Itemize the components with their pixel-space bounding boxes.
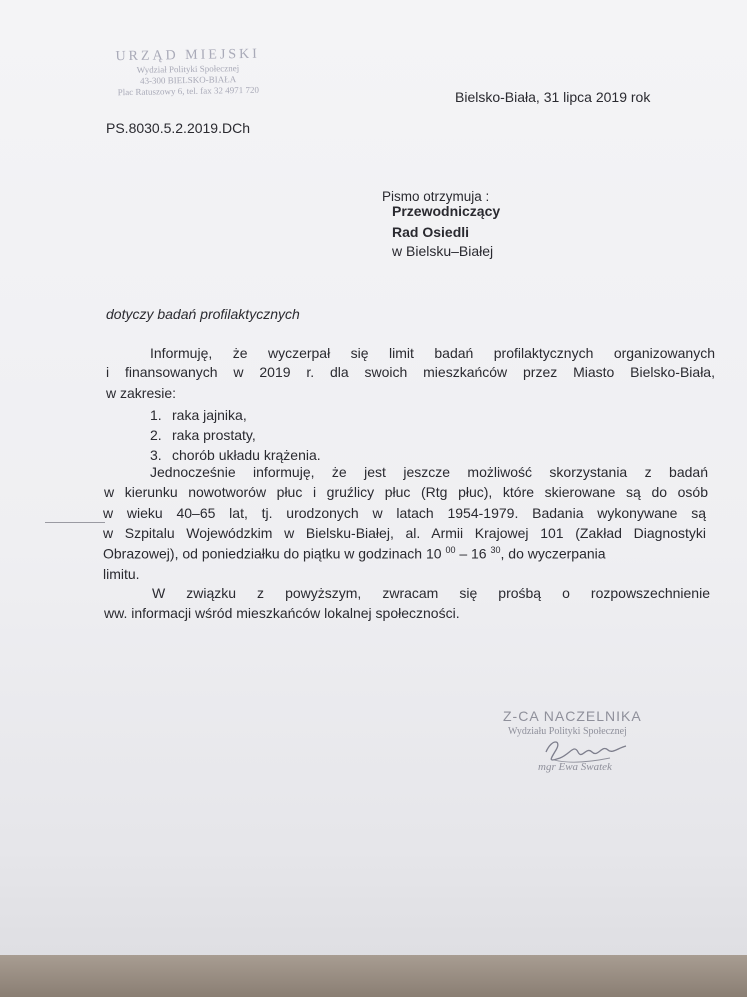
hours-text-b: – 16 bbox=[459, 545, 487, 562]
reference-number: PS.8030.5.2.2019.DCh bbox=[106, 120, 250, 136]
signature-dept: Wydziału Polityki Społecznej bbox=[508, 726, 627, 737]
list-item-number: 3. bbox=[150, 447, 162, 463]
recipient-line-3: w Bielsku–Białej bbox=[392, 243, 494, 259]
body-line: ww. informacji wśród mieszkańców lokalnej społeczności. bbox=[104, 605, 460, 621]
body-line: W związku z powyższym, zwracam się prośbą o rozpowszechnienie bbox=[152, 585, 710, 601]
body-line: Informuję, że wyczerpał się limit badań profilaktycznych organizowanych bbox=[150, 345, 715, 361]
hours-sup-2: 30 bbox=[490, 545, 501, 555]
recipient-line-1: Przewodniczący bbox=[392, 203, 501, 219]
body-line: limitu. bbox=[103, 566, 140, 582]
margin-mark bbox=[45, 522, 105, 523]
stamp-address: Plac Ratuszowy 6, tel. fax 32 4971 720 bbox=[117, 84, 260, 98]
recipient-intro: Pismo otrzymuja : bbox=[382, 189, 490, 204]
body-line-hours bbox=[103, 545, 606, 562]
background-surface bbox=[0, 955, 747, 997]
hours-text-c: , do wyczerpania bbox=[500, 545, 606, 562]
recipient-line-2: Rad Osiedli bbox=[392, 224, 470, 240]
list-item-number: 2. bbox=[150, 427, 162, 443]
signature-name: mgr Ewa Swatek bbox=[538, 761, 612, 773]
list-item: raka prostaty, bbox=[172, 427, 256, 443]
hours-text-a: Obrazowej), od poniedziałku do piątku w godzinach 10 bbox=[103, 545, 442, 562]
body-line: w kierunku nowotworów płuc i gruźlicy płuc (Rtg płuc), które skierowane są do osób bbox=[104, 484, 708, 500]
stamp-city: 43-300 BIELSKO-BIAŁA bbox=[139, 74, 237, 86]
hours-sup-1: 00 bbox=[445, 545, 456, 555]
body-line: w wieku 40–65 lat, tj. urodzonych w latach 1954-1979. Badania wykonywane są bbox=[103, 505, 706, 521]
office-stamp bbox=[98, 46, 279, 98]
list-item: raka jajnika, bbox=[172, 407, 247, 423]
signature-title: Z-CA NACZELNIKA bbox=[503, 708, 642, 724]
body-line: Jednocześnie informuję, że jest jeszcze możliwość skorzystania z badań bbox=[150, 464, 708, 480]
body-line: w zakresie: bbox=[106, 385, 177, 401]
stamp-dept: Wydział Polityki Społecznej bbox=[136, 63, 240, 75]
list-item: chorób układu krążenia. bbox=[172, 447, 321, 463]
list-item-number: 1. bbox=[150, 407, 162, 423]
letter-date: Bielsko-Biała, 31 lipca 2019 rok bbox=[455, 89, 651, 105]
body-line: w Szpitalu Wojewódzkim w Bielsku-Białej, al. Armii Krajowej 101 (Zakład Diagnostyki bbox=[103, 525, 706, 541]
body-line: i finansowanych w 2019 r. dla swoich mieszkańców przez Miasto Bielsko-Biała, bbox=[106, 364, 715, 380]
letter-subject: dotyczy badań profilaktycznych bbox=[106, 306, 300, 322]
stamp-office: URZĄD MIEJSKI bbox=[115, 46, 261, 65]
